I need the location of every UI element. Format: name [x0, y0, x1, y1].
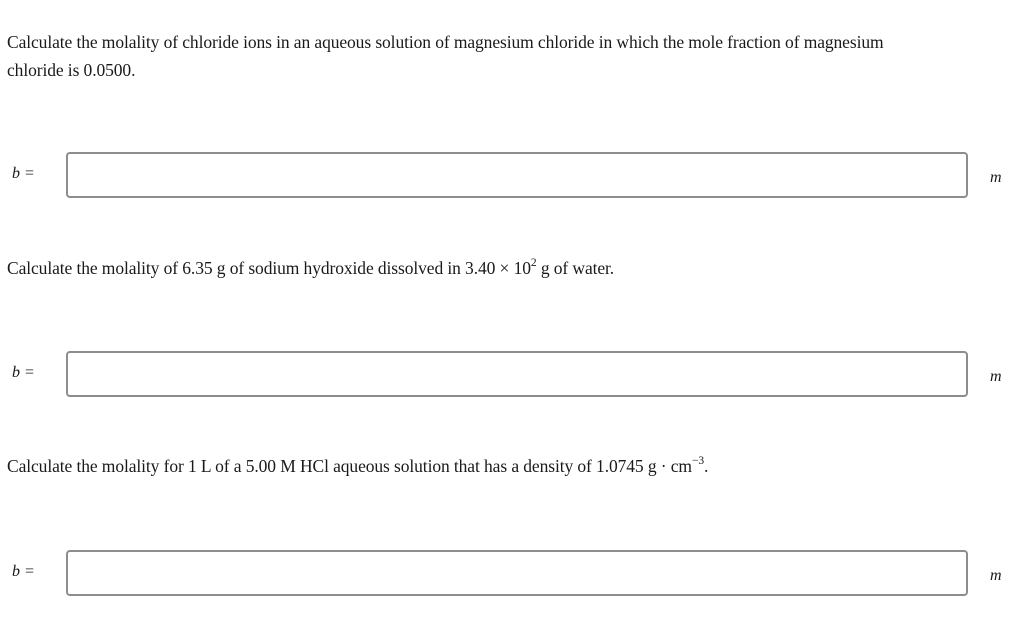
variable-symbol: b	[12, 563, 20, 580]
answer-2-input[interactable]	[66, 351, 968, 397]
answer-3-unit: m	[990, 567, 1002, 584]
question-2-exponent: 2	[530, 257, 537, 269]
question-3-exponent: −3	[691, 455, 704, 467]
question-3-text-part-1: Calculate the molality for 1 L of a 5.00 M HCl aqueous solution that has a density of 1.0745 g · cm	[7, 456, 692, 476]
question-2-text-part-1: Calculate the molality of 6.35 g of sodium hydroxide dissolved in 3.40 × 10	[7, 258, 531, 278]
variable-symbol: b	[12, 165, 20, 182]
variable-symbol: b	[12, 364, 20, 381]
equals-sign: =	[25, 563, 35, 580]
question-2-text-part-2: g of water.	[536, 258, 615, 278]
answer-row-1	[0, 152, 1024, 198]
equals-sign: =	[25, 165, 35, 182]
question-3-text-part-2: .	[704, 456, 709, 476]
question-1-line-1: Calculate the molality of chloride ions in an aqueous solution of magnesium chloride in which the mole fraction of magnesium	[7, 32, 884, 52]
answer-row-3	[0, 550, 1024, 596]
equals-sign: =	[25, 364, 35, 381]
answer-row-2	[0, 351, 1024, 397]
question-1-line-2: chloride is 0.0500.	[7, 60, 136, 80]
answer-1-unit: m	[990, 169, 1002, 186]
answer-2-unit: m	[990, 368, 1002, 385]
answer-1-variable-label	[12, 165, 34, 183]
answer-2-variable-label	[12, 364, 34, 382]
question-2-text	[7, 254, 1004, 282]
answer-3-input[interactable]	[66, 550, 968, 596]
question-1-text	[7, 28, 1004, 84]
answer-1-input[interactable]	[66, 152, 968, 198]
question-3-text	[7, 452, 1004, 480]
answer-3-variable-label	[12, 563, 34, 581]
